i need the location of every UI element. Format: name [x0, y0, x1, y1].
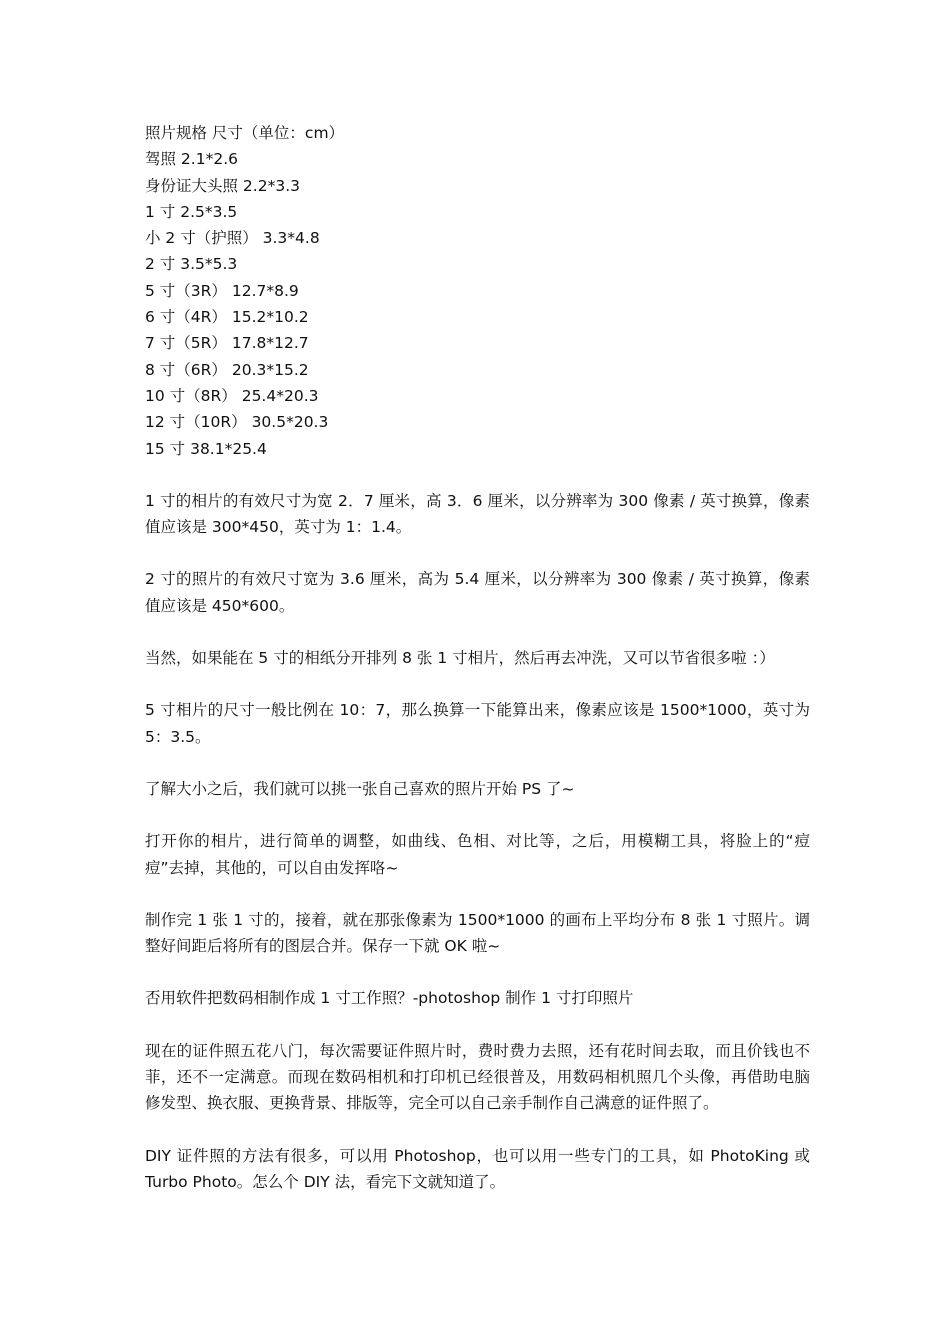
spec-line: 10 寸（8R） 25.4*20.3: [145, 386, 319, 405]
paragraph-diy-methods: DIY 证件照的方法有很多，可以用 Photoshop，也可以用一些专门的工具，如 PhotoKing 或 Turbo Photo。怎么个 DIY 法，看完下文就知道了。: [145, 1146, 810, 1191]
paragraph-1-inch-size: 1 寸的相片的有效尺寸为宽 2．7 厘米，高 3．6 厘米，以分辨率为 300 像素 / 英寸换算，像素值应该是 300*450，英寸为 1：1.4。: [145, 491, 810, 537]
spec-line: 2 寸 3.5*5.3: [145, 255, 238, 274]
paragraph-layout-tip: 当然，如果能在 5 寸的相纸分开排列 8 张 1 寸相片，然后再去冲洗，又可以节省很多啦 ：）: [145, 649, 775, 668]
document-body: [145, 120, 810, 1195]
spec-line: 12 寸（10R） 30.5*20.3: [145, 413, 329, 432]
spec-line: 5 寸（3R） 12.7*8.9: [145, 281, 299, 300]
photo-spec-list: [145, 120, 810, 462]
spec-line: 身份证大头照 2.2*3.3: [145, 176, 300, 195]
spec-line: 小 2 寸（护照） 3.3*4.8: [145, 229, 320, 248]
paragraph-start-ps: 了解大小之后，我们就可以挑一张自己喜欢的照片开始 PS 了~: [145, 779, 575, 798]
spec-list-header: 照片规格 尺寸（单位：cm）: [145, 124, 345, 142]
spec-line: 8 寸（6R） 20.3*15.2: [145, 360, 309, 379]
spec-line: 15 寸 38.1*25.4: [145, 439, 267, 458]
spec-line: 6 寸（4R） 15.2*10.2: [145, 308, 309, 327]
paragraph-id-photo-intro: 现在的证件照五花八门，每次需要证件照片时，费时费力去照，还有花时间去取，而且价钱也不菲，还不一定满意。而现在数码相机和打印机已经很普及，用数码相机照几个头像，再借助电脑修发型、换衣服、更换背景、排版等，完全可以自己亲手制作自己满意的证件照了。: [145, 1041, 810, 1113]
paragraph-section-title: 否用软件把数码相制作成 1 寸工作照？-photoshop 制作 1 寸打印照片: [145, 989, 634, 1008]
spec-line: 7 寸（5R） 17.8*12.7: [145, 334, 309, 353]
paragraph-adjust-photo: 打开你的相片，进行简单的调整，如曲线、色相、对比等，之后，用模糊工具，将脸上的“痘痘”去掉，其他的，可以自由发挥咯~: [145, 832, 810, 877]
spec-line: 驾照 2.1*2.6: [145, 150, 238, 169]
spec-line: 1 寸 2.5*3.5: [145, 202, 238, 221]
paragraph-5-inch-ratio: 5 寸相片的尺寸一般比例在 10：7，那么换算一下能算出来，像素应该是 1500*1000，英寸为 5：3.5。: [145, 701, 810, 746]
paragraph-arrange-photos: 制作完 1 张 1 寸的，接着，就在那张像素为 1500*1000 的画布上平均分布 8 张 1 寸照片。调整好间距后将所有的图层合并。保存一下就 OK 啦~: [145, 910, 810, 956]
paragraph-2-inch-size: 2 寸的照片的有效尺寸宽为 3.6 厘米，高为 5.4 厘米，以分辨率为 300 像素 / 英寸换算，像素值应该是 450*600。: [145, 570, 810, 615]
